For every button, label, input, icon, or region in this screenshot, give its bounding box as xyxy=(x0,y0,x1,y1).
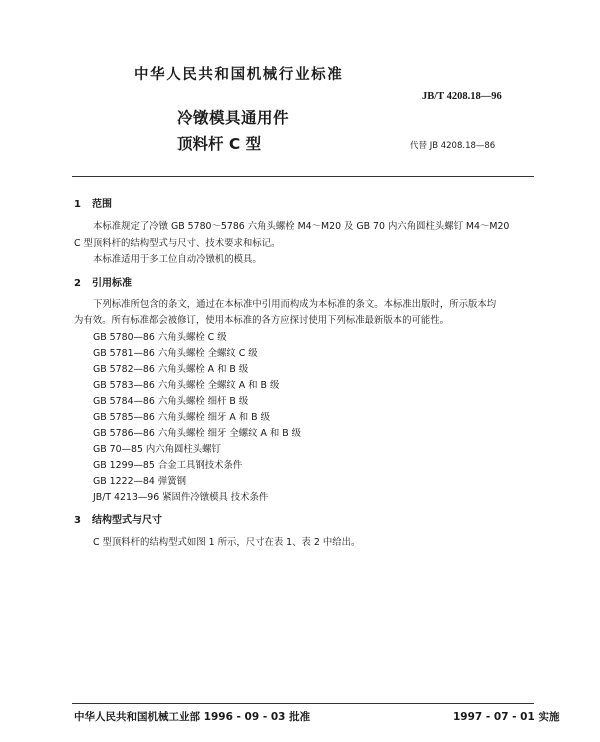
section-3-paragraph: C 型顶料杆的结构型式如图 1 所示，尺寸在表 1、表 2 中给出。 xyxy=(93,537,361,548)
reference-item: GB 5781—86 六角头螺栓 全螺纹 C 级 xyxy=(93,348,258,359)
section-number: 2 xyxy=(74,278,81,289)
document-title-line1: 冷镦模具通用件 xyxy=(177,109,290,127)
section-title: 范围 xyxy=(92,199,112,210)
section-number: 1 xyxy=(74,199,81,210)
reference-item: GB 5780—86 六角头螺栓 C 级 xyxy=(93,332,227,343)
reference-item: GB 1299—85 合金工具钢技术条件 xyxy=(93,460,243,471)
reference-item: GB 5785—86 六角头螺栓 细牙 A 和 B 级 xyxy=(93,412,270,423)
section-2-paragraph-line-1: 下列标准所包含的条文，通过在本标准中引用而构成为本标准的条文。本标准出版时，所示版本均 xyxy=(93,299,497,310)
document-title-line2: 顶料杆 C 型 xyxy=(177,135,262,153)
issuing-body-title: 中华人民共和国机械行业标准 xyxy=(134,67,344,83)
reference-item: GB 5782—86 六角头螺栓 A 和 B 级 xyxy=(93,364,249,375)
replaces-standard: 代替 JB 4208.18—86 xyxy=(410,141,496,151)
reference-item: GB 5786—86 六角头螺栓 细牙 全螺纹 A 和 B 级 xyxy=(93,428,302,439)
reference-item: GB 5783—86 六角头螺栓 全螺纹 A 和 B 级 xyxy=(93,380,280,391)
section-title: 引用标准 xyxy=(92,278,132,289)
reference-item: GB 1222—84 弹簧钢 xyxy=(93,476,186,487)
reference-item: GB 5784—86 六角头螺栓 细杆 B 级 xyxy=(93,396,249,407)
section-1-paragraph-1-line-1: 本标准规定了冷镦 GB 5780～5786 六角头螺栓 M4～M20 及 GB 70 内六角圆柱头螺钉 M4～M20 xyxy=(93,221,510,232)
approval-line: 中华人民共和国机械工业部 1996 - 09 - 03 批准 xyxy=(74,711,311,723)
standard-number: JB/T 4208.18—96 xyxy=(422,91,502,102)
effective-date: 1997 - 07 - 01 实施 xyxy=(453,711,560,723)
section-title: 结构型式与尺寸 xyxy=(92,515,162,526)
section-3-heading xyxy=(74,511,162,526)
section-1-paragraph-2: 本标准适用于多工位自动冷镦机的模具。 xyxy=(93,254,262,265)
section-number: 3 xyxy=(74,515,81,526)
section-1-heading xyxy=(74,195,112,210)
reference-item: GB 70—85 内六角圆柱头螺钉 xyxy=(93,444,221,455)
footer-divider xyxy=(72,703,534,704)
section-2-heading xyxy=(74,274,132,289)
section-2-paragraph-line-2: 为有效。所有标准都会被修订，使用本标准的各方应探讨使用下列标准最新版本的可能性。 xyxy=(74,315,450,326)
header-divider xyxy=(72,176,534,177)
section-1-paragraph-1-line-2: C 型顶料杆的结构型式与尺寸、技术要求和标记。 xyxy=(74,238,281,249)
reference-item: JB/T 4213—96 紧固件冷镦模具 技术条件 xyxy=(93,492,269,503)
